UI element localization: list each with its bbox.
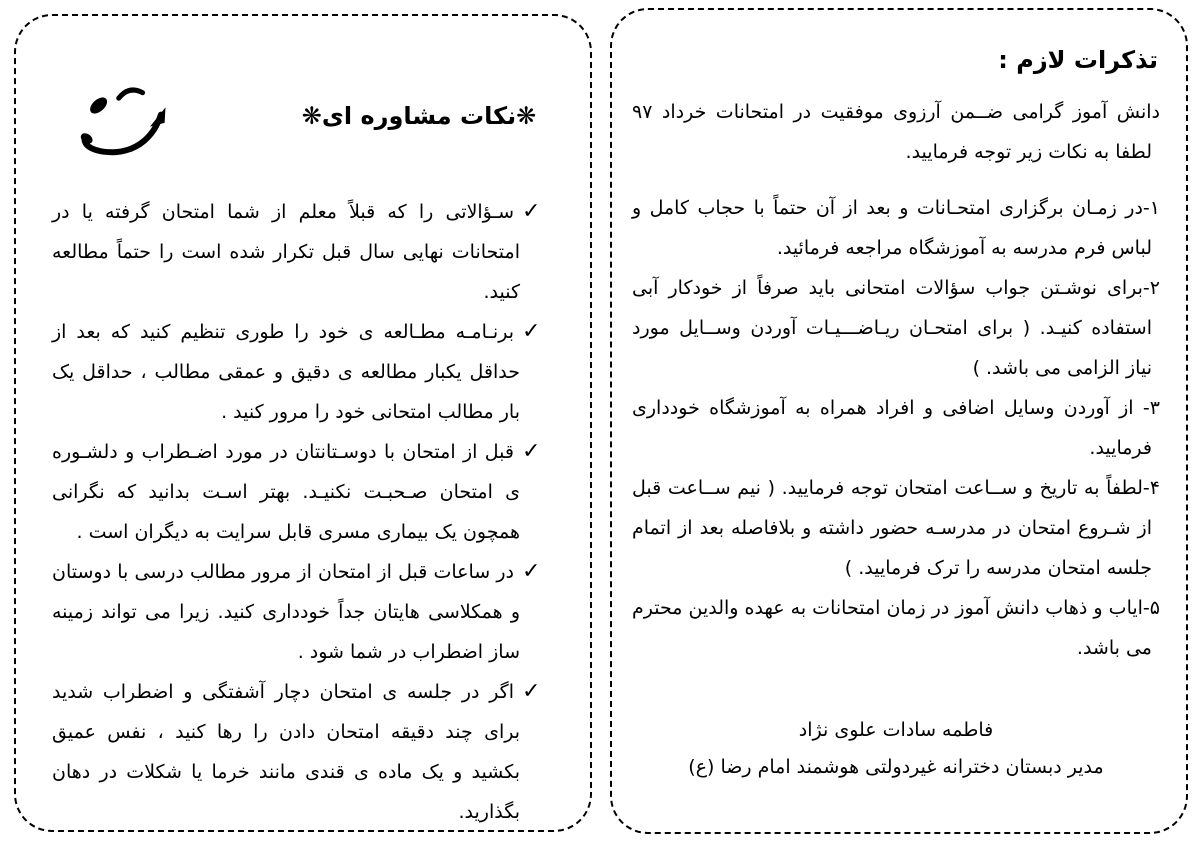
check-icon: ✓ (522, 199, 541, 224)
tip-text: در ساعات قبل از امتحان از مرور مطالب درسی با دوستان و همکلاسی هایتان جداً خودداری کنید. زیرا می تواند زمینه ساز اضطراب در شما شود . (52, 561, 520, 663)
tips-title: ❋نکات مشاوره ای❋ (301, 102, 537, 130)
tips-panel (14, 14, 592, 832)
signature-name: فاطمه سادات علوی نژاد (798, 719, 994, 741)
tip-text: سـؤالاتی را که قبلاً معلم از شما امتحان گرفته یا در امتحانات نهایی سال قبل تکرار شده است را حتماً مطالعه کنید. (52, 201, 520, 303)
winking-smiley-icon (72, 80, 182, 175)
signature-role: مدیر دبستان دخترانه غیردولتی هوشمند امام رضا (ع) (688, 756, 1104, 778)
signature-block (632, 712, 1160, 786)
tip-item (52, 192, 556, 312)
check-icon: ✓ (522, 319, 541, 344)
check-icon: ✓ (522, 559, 541, 584)
check-icon: ✓ (522, 679, 541, 704)
check-icon: ✓ (522, 439, 541, 464)
notice-title: تذکرات لازم : (998, 46, 1158, 74)
notice-panel (610, 8, 1188, 834)
notice-item: ۳- از آوردن وسایل اضافی و افراد همراه به آموزشگاه خودداری فرمایید. (632, 397, 1160, 459)
tip-item (52, 312, 556, 432)
tip-text: برنـامـه مطـالعه ی خود را طوری تنظیم کنید که بعد از حداقل یکبار مطالعه ی دقیق و عمقی مطالب ، حداقل یک بار مطالب امتحانی خود را مرور کنید . (52, 321, 520, 423)
tip-item (52, 672, 556, 832)
tip-item (52, 552, 556, 672)
tips-header (52, 86, 556, 178)
tip-item (52, 432, 556, 552)
tip-text: اگر در جلسه ی امتحان دچار آشفتگی و اضطراب شدید برای چند دقیقه امتحان دادن را رها کنید ، نفس عمیق بکشید و یک ماده ی قندی مانند خرما یا شکلات در دهان بگذارید. (52, 681, 520, 823)
notice-item: ۴-لطفاً به تاریخ و ســاعت امتحان توجه فرمایید. ( نیم ســاعت قبل از شـروع امتحان در مدرسـه حضور داشته و بلافاصله بعد از اتمام جلسه امتحان مدرسه را ترک فرمایید. ) (632, 477, 1160, 579)
notice-item: ۲-برای نوشـتن جواب سؤالات امتحانی باید صرفاً از خودکار آبی استفاده کنیـد. ( برای امتحـان ریـاضـــیـات آوردن وســایل مورد نیاز الزامی می باشد. ) (632, 277, 1160, 379)
notice-intro: دانش آموز گرامی ضــمن آرزوی موفقیت در امتحانات خرداد ۹۷ لطفا به نکات زیر توجه فرمایید. (632, 101, 1160, 163)
notice-item: ۱-در زمـان برگزاری امتحـانات و بعد از آن حتماً با حجاب کامل و لباس فرم مدرسه به آموزشگاه مراجعه فرمائید. (632, 197, 1160, 259)
notice-item: ۵-ایاب و ذهاب دانش آموز در زمان امتحانات به عهده والدین محترم می باشد. (632, 597, 1160, 659)
tip-text: قبل از امتحان با دوسـتانتان در مورد اضـطراب و دلشـوره ی امتحان صـحبـت نکنیـد. بهتر اسـت بدانید که نگرانی همچون یک بیماری مسری قابل سرایت به دیگران است . (52, 441, 520, 543)
